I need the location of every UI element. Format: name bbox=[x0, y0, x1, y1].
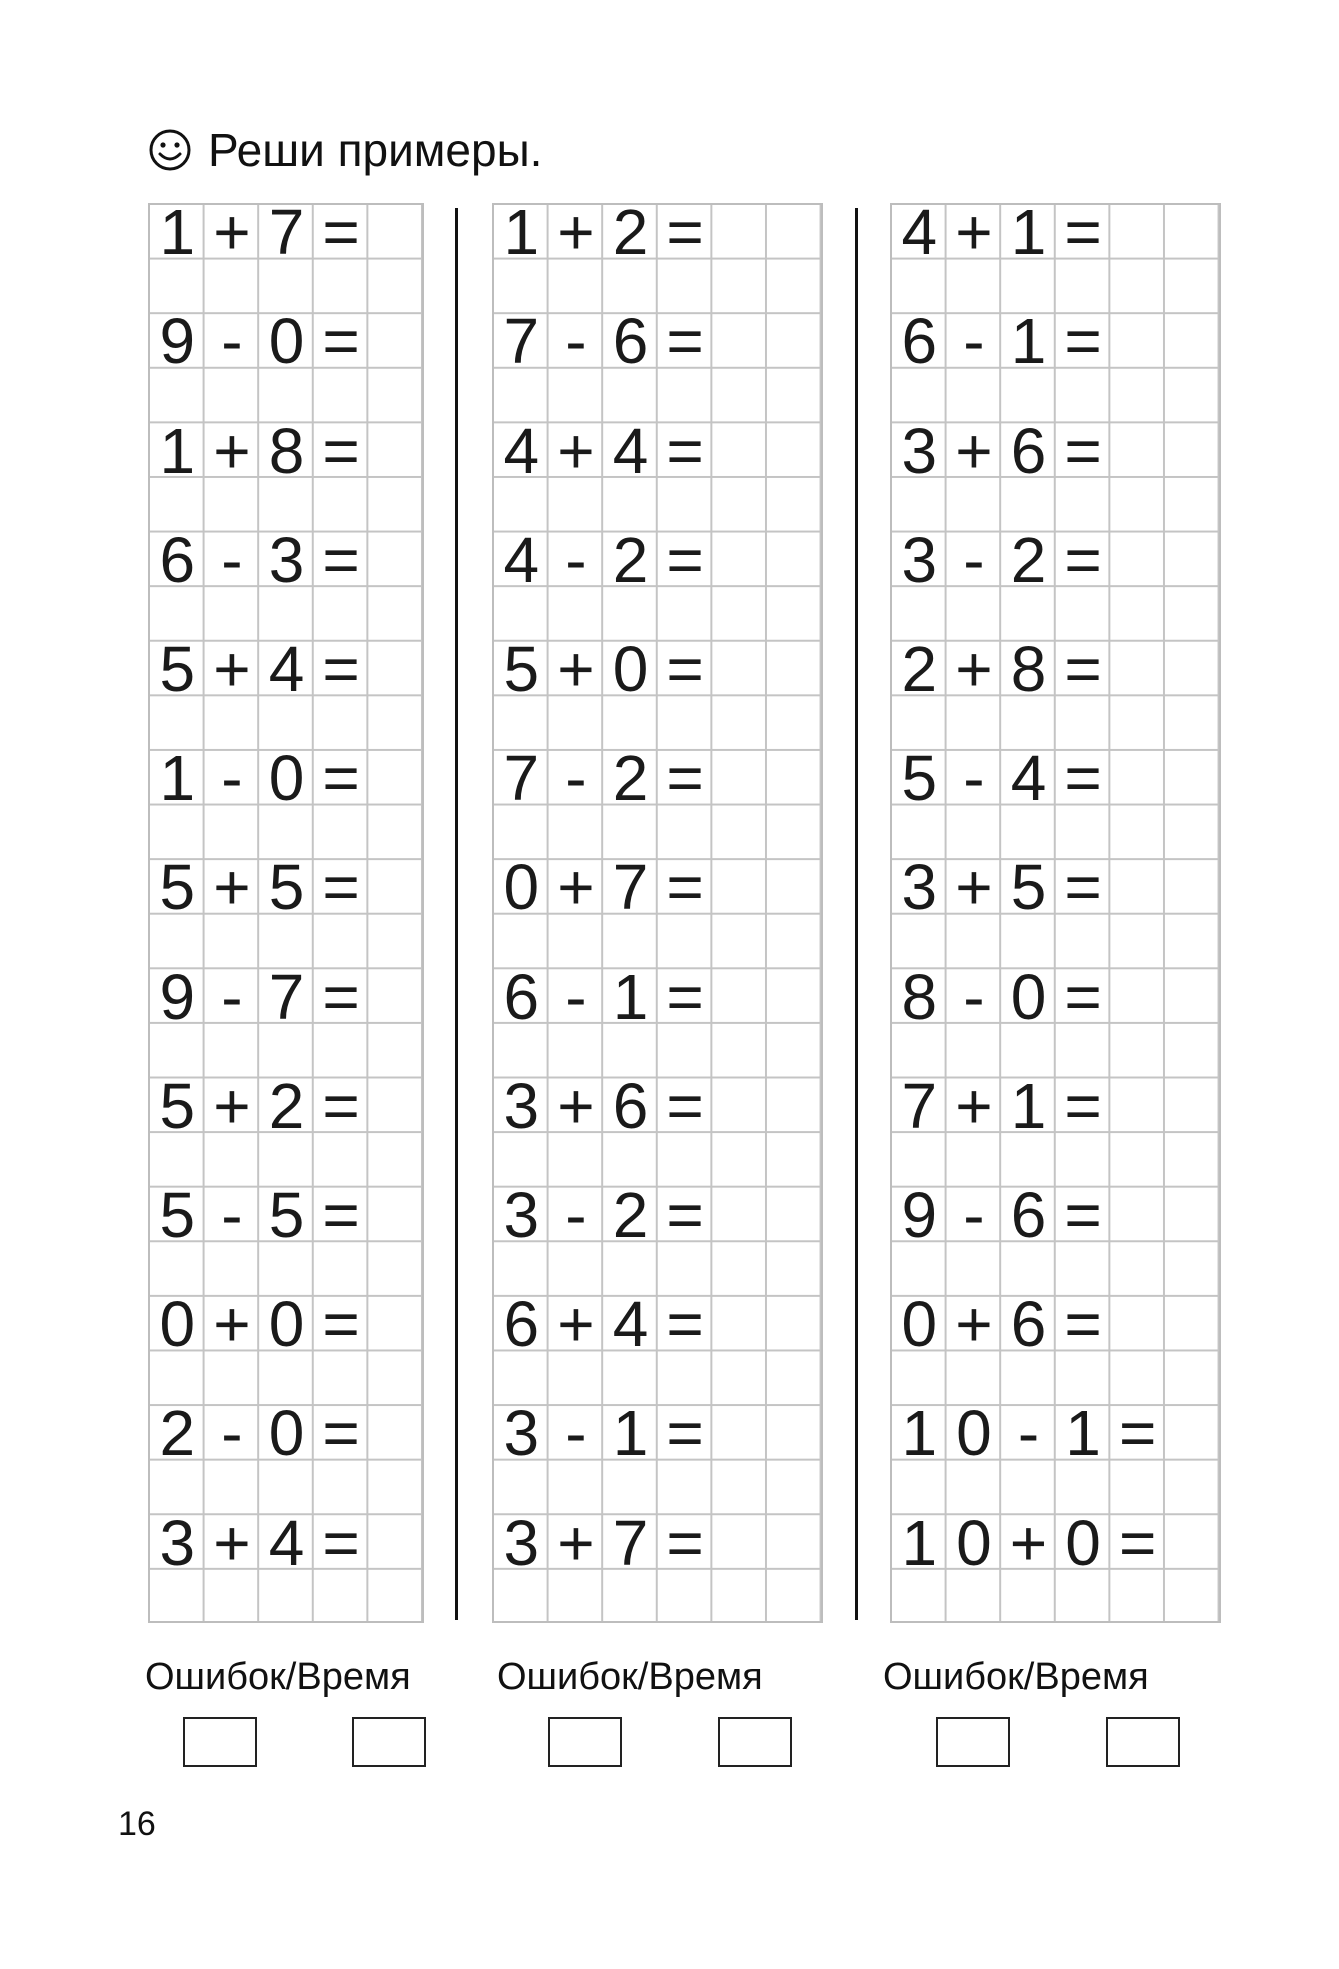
problem-cell: 5 bbox=[268, 851, 305, 924]
problem-cell: 3 bbox=[901, 523, 938, 596]
problem-cell: + bbox=[955, 633, 993, 706]
errors-box[interactable] bbox=[548, 1717, 622, 1767]
problem-cell: + bbox=[955, 851, 993, 924]
problem-cell: = bbox=[1064, 851, 1102, 924]
problem-cell: = bbox=[1064, 633, 1102, 706]
problem-cell: 5 bbox=[268, 1178, 305, 1251]
problem-cell: 7 bbox=[503, 305, 540, 378]
problem-cell: 6 bbox=[503, 1288, 540, 1361]
problem-cell: 0 bbox=[268, 305, 305, 378]
errors-time-label: Ошибок/Время bbox=[497, 1656, 763, 1698]
problem-cell: 2 bbox=[612, 196, 649, 269]
problem-row bbox=[494, 1397, 821, 1515]
problem-row bbox=[150, 1288, 422, 1406]
problem-row bbox=[494, 305, 821, 423]
problem-cell: 1 bbox=[1010, 196, 1047, 269]
problem-cell: 9 bbox=[901, 1178, 938, 1251]
problem-cell: 4 bbox=[503, 523, 540, 596]
problem-cell: 6 bbox=[1010, 414, 1047, 487]
problem-cell: - bbox=[221, 960, 243, 1033]
problem-rows bbox=[892, 196, 1219, 1624]
problem-cell: = bbox=[1064, 960, 1102, 1033]
problem-cell: 2 bbox=[1010, 523, 1047, 596]
problem-cell: 0 bbox=[503, 851, 540, 924]
problem-cell: 1 bbox=[901, 1506, 938, 1579]
problem-cell: 3 bbox=[503, 1397, 540, 1470]
problem-cell: 4 bbox=[1010, 742, 1047, 815]
problem-cell: + bbox=[557, 1288, 595, 1361]
problem-cell: 4 bbox=[612, 414, 649, 487]
problem-cell: 6 bbox=[901, 305, 938, 378]
problem-cell: 7 bbox=[612, 851, 649, 924]
problem-cell: 9 bbox=[159, 305, 196, 378]
problem-cell: = bbox=[322, 305, 360, 378]
page-number: 16 bbox=[118, 1805, 156, 1843]
problem-cell: 4 bbox=[901, 196, 938, 269]
problem-rows bbox=[494, 196, 821, 1624]
problem-cell: - bbox=[963, 523, 985, 596]
problem-cell: 0 bbox=[268, 742, 305, 815]
problem-cell: 9 bbox=[159, 960, 196, 1033]
problem-cell: 3 bbox=[268, 523, 305, 596]
problem-cell: 2 bbox=[159, 1397, 196, 1470]
problem-row bbox=[494, 1069, 821, 1188]
problem-row bbox=[892, 1506, 1219, 1624]
problem-row bbox=[150, 1397, 422, 1515]
problem-cell: = bbox=[666, 1178, 704, 1251]
problem-row bbox=[150, 196, 422, 314]
problem-cell: = bbox=[666, 633, 704, 706]
problem-cell: + bbox=[213, 414, 251, 487]
problem-cell: 0 bbox=[901, 1288, 938, 1361]
problem-cell: = bbox=[1119, 1506, 1157, 1579]
problem-cell: 0 bbox=[268, 1288, 305, 1361]
problem-cell: = bbox=[1064, 196, 1102, 269]
problem-cell: - bbox=[221, 742, 243, 815]
problem-cell: + bbox=[1009, 1506, 1048, 1579]
column-divider bbox=[855, 208, 858, 1620]
problem-cell: + bbox=[557, 633, 595, 706]
problem-row bbox=[494, 633, 821, 751]
problem-cell: + bbox=[213, 1288, 251, 1361]
problem-column-3 bbox=[890, 196, 1221, 1623]
problem-row bbox=[892, 523, 1219, 642]
problem-cell: 6 bbox=[612, 305, 649, 378]
problem-cell: 6 bbox=[612, 1069, 649, 1142]
problem-cell: + bbox=[955, 1069, 993, 1142]
problem-cell: = bbox=[666, 305, 704, 378]
problem-cell: = bbox=[666, 851, 704, 924]
problem-cell: 7 bbox=[268, 960, 305, 1033]
problem-cell: = bbox=[322, 414, 360, 487]
problem-row bbox=[494, 196, 821, 314]
problem-cell: 6 bbox=[1010, 1288, 1047, 1361]
problem-cell: = bbox=[666, 1069, 704, 1142]
problem-row bbox=[892, 960, 1219, 1078]
problem-cell: + bbox=[213, 851, 251, 924]
problem-row bbox=[892, 414, 1219, 532]
errors-time-label: Ошибок/Время bbox=[883, 1656, 1149, 1698]
problem-row bbox=[150, 960, 422, 1078]
problem-cell: 1 bbox=[901, 1397, 938, 1470]
problem-cell: = bbox=[666, 1506, 704, 1579]
problem-row bbox=[494, 1288, 821, 1406]
problem-cell: = bbox=[322, 1069, 360, 1142]
problem-cell: = bbox=[666, 523, 704, 596]
problem-row bbox=[150, 1178, 422, 1297]
problem-cell: 5 bbox=[901, 742, 938, 815]
problem-cell: = bbox=[666, 742, 704, 815]
problem-cell: 0 bbox=[159, 1288, 196, 1361]
problem-cell: - bbox=[565, 960, 587, 1033]
problem-cell: 4 bbox=[268, 633, 305, 706]
problem-cell: = bbox=[1119, 1397, 1157, 1470]
problem-cell: 2 bbox=[901, 633, 938, 706]
problem-cell: = bbox=[322, 851, 360, 924]
errors-box[interactable] bbox=[936, 1717, 1010, 1767]
problem-row bbox=[150, 1506, 422, 1624]
problem-row bbox=[494, 523, 821, 642]
problem-cell: 6 bbox=[503, 960, 540, 1033]
problem-cell: 5 bbox=[159, 1069, 196, 1142]
problem-row bbox=[494, 1506, 821, 1624]
problem-cell: = bbox=[322, 1178, 360, 1251]
problem-cell: = bbox=[322, 633, 360, 706]
problem-row bbox=[150, 1069, 422, 1188]
problem-cell: 0 bbox=[1010, 960, 1047, 1033]
errors-time-label: Ошибок/Время bbox=[145, 1656, 411, 1698]
problem-cell: 0 bbox=[268, 1397, 305, 1470]
problem-cell: - bbox=[565, 742, 587, 815]
problem-cell: - bbox=[221, 1397, 243, 1470]
problem-cell: 1 bbox=[612, 1397, 649, 1470]
problem-cell: = bbox=[666, 1397, 704, 1470]
problem-row bbox=[494, 414, 821, 532]
problem-cell: 2 bbox=[268, 1069, 305, 1142]
problem-cell: - bbox=[221, 1178, 243, 1251]
problem-rows bbox=[150, 196, 422, 1624]
problem-cell: 1 bbox=[159, 196, 196, 269]
problem-cell: - bbox=[963, 1178, 985, 1251]
problem-cell: + bbox=[557, 1506, 595, 1579]
problem-cell: - bbox=[221, 305, 243, 378]
problem-cell: = bbox=[1064, 1288, 1102, 1361]
problem-cell: - bbox=[963, 960, 985, 1033]
problem-cell: 0 bbox=[956, 1506, 992, 1579]
problem-cell: - bbox=[565, 1178, 587, 1251]
problem-cell: 3 bbox=[901, 851, 938, 924]
problem-cell: = bbox=[666, 414, 704, 487]
problem-cell: = bbox=[1064, 414, 1102, 487]
problem-cell: + bbox=[213, 196, 251, 269]
problem-row bbox=[892, 851, 1219, 969]
time-box[interactable] bbox=[352, 1717, 426, 1767]
problem-cell: = bbox=[1064, 305, 1102, 378]
problem-cell: = bbox=[322, 960, 360, 1033]
problem-cell: - bbox=[565, 1397, 587, 1470]
problem-cell: 5 bbox=[1010, 851, 1047, 924]
worksheet-title bbox=[148, 120, 542, 180]
problem-cell: 4 bbox=[612, 1288, 649, 1361]
problem-cell: 4 bbox=[268, 1506, 305, 1579]
problem-cell: 1 bbox=[1010, 1069, 1047, 1142]
title-text: Реши примеры. bbox=[208, 124, 543, 176]
problem-cell: + bbox=[213, 633, 251, 706]
problem-cell: = bbox=[322, 196, 360, 269]
problem-cell: 1 bbox=[1010, 305, 1047, 378]
problem-row bbox=[150, 414, 422, 532]
problem-row bbox=[494, 851, 821, 969]
column-divider bbox=[455, 208, 458, 1620]
problem-cell: 1 bbox=[1065, 1397, 1101, 1470]
problem-cell: - bbox=[963, 742, 985, 815]
problem-cell: 2 bbox=[612, 742, 649, 815]
problem-cell: 1 bbox=[503, 196, 540, 269]
problem-cell: = bbox=[1064, 523, 1102, 596]
problem-row bbox=[892, 196, 1219, 314]
problem-row bbox=[494, 1178, 821, 1297]
problem-row bbox=[892, 742, 1219, 860]
problem-cell: 3 bbox=[159, 1506, 196, 1579]
problem-cell: + bbox=[557, 196, 595, 269]
problem-cell: + bbox=[213, 1069, 251, 1142]
problem-cell: 7 bbox=[612, 1506, 649, 1579]
problem-cell: = bbox=[666, 196, 704, 269]
problem-cell: 1 bbox=[612, 960, 649, 1033]
problem-cell: 3 bbox=[503, 1506, 540, 1579]
problem-cell: + bbox=[557, 851, 595, 924]
problem-row bbox=[150, 523, 422, 642]
problem-cell: 7 bbox=[901, 1069, 938, 1142]
problem-row bbox=[892, 633, 1219, 751]
smiley-icon bbox=[148, 128, 192, 172]
problem-cell: 1 bbox=[159, 414, 196, 487]
problem-cell: 8 bbox=[268, 414, 305, 487]
problem-cell: 3 bbox=[503, 1178, 540, 1251]
problem-cell: - bbox=[221, 523, 243, 596]
problem-row bbox=[150, 851, 422, 969]
problem-row bbox=[892, 305, 1219, 423]
problem-cell: 5 bbox=[159, 851, 196, 924]
problem-cell: 0 bbox=[1065, 1506, 1101, 1579]
problem-cell: 6 bbox=[159, 523, 196, 596]
problem-cell: 0 bbox=[612, 633, 649, 706]
problem-row bbox=[494, 960, 821, 1078]
problem-cell: 7 bbox=[503, 742, 540, 815]
problem-cell: = bbox=[1064, 742, 1102, 815]
problem-cell: = bbox=[322, 1506, 360, 1579]
problem-cell: 7 bbox=[268, 196, 305, 269]
problem-cell: = bbox=[322, 742, 360, 815]
problem-row bbox=[892, 1397, 1219, 1515]
problem-cell: + bbox=[213, 1506, 251, 1579]
problem-cell: 2 bbox=[612, 1178, 649, 1251]
problem-cell: 2 bbox=[612, 523, 649, 596]
problem-cell: = bbox=[666, 960, 704, 1033]
time-box[interactable] bbox=[1106, 1717, 1180, 1767]
problem-row bbox=[892, 1288, 1219, 1406]
problem-row bbox=[150, 305, 422, 423]
problem-cell: + bbox=[955, 414, 993, 487]
problem-cell: 0 bbox=[956, 1397, 992, 1470]
problem-cell: 5 bbox=[503, 633, 540, 706]
problem-cell: 6 bbox=[1010, 1178, 1047, 1251]
problem-cell: - bbox=[565, 523, 587, 596]
problem-cell: = bbox=[666, 1288, 704, 1361]
problem-row bbox=[494, 742, 821, 860]
problem-cell: - bbox=[565, 305, 587, 378]
problem-cell: = bbox=[1064, 1069, 1102, 1142]
errors-box[interactable] bbox=[183, 1717, 257, 1767]
problem-cell: 4 bbox=[503, 414, 540, 487]
problem-cell: + bbox=[557, 1069, 595, 1142]
problem-cell: 8 bbox=[1010, 633, 1047, 706]
problem-cell: 3 bbox=[503, 1069, 540, 1142]
problem-row bbox=[150, 633, 422, 751]
problem-cell: = bbox=[322, 523, 360, 596]
problem-row bbox=[892, 1069, 1219, 1188]
problem-column-2 bbox=[492, 196, 823, 1623]
problem-cell: + bbox=[955, 196, 993, 269]
problem-cell: - bbox=[1017, 1397, 1040, 1470]
problem-cell: + bbox=[557, 414, 595, 487]
problem-cell: = bbox=[322, 1397, 360, 1470]
problem-cell: 1 bbox=[159, 742, 196, 815]
problem-row bbox=[892, 1178, 1219, 1297]
problem-cell: - bbox=[963, 305, 985, 378]
time-box[interactable] bbox=[718, 1717, 792, 1767]
problem-cell: + bbox=[955, 1288, 993, 1361]
problem-cell: 3 bbox=[901, 414, 938, 487]
problem-cell: 5 bbox=[159, 633, 196, 706]
problem-cell: 8 bbox=[901, 960, 938, 1033]
problem-cell: 5 bbox=[159, 1178, 196, 1251]
problem-row bbox=[150, 742, 422, 860]
problem-cell: = bbox=[1064, 1178, 1102, 1251]
problem-column-1 bbox=[148, 196, 424, 1623]
problem-cell: = bbox=[322, 1288, 360, 1361]
